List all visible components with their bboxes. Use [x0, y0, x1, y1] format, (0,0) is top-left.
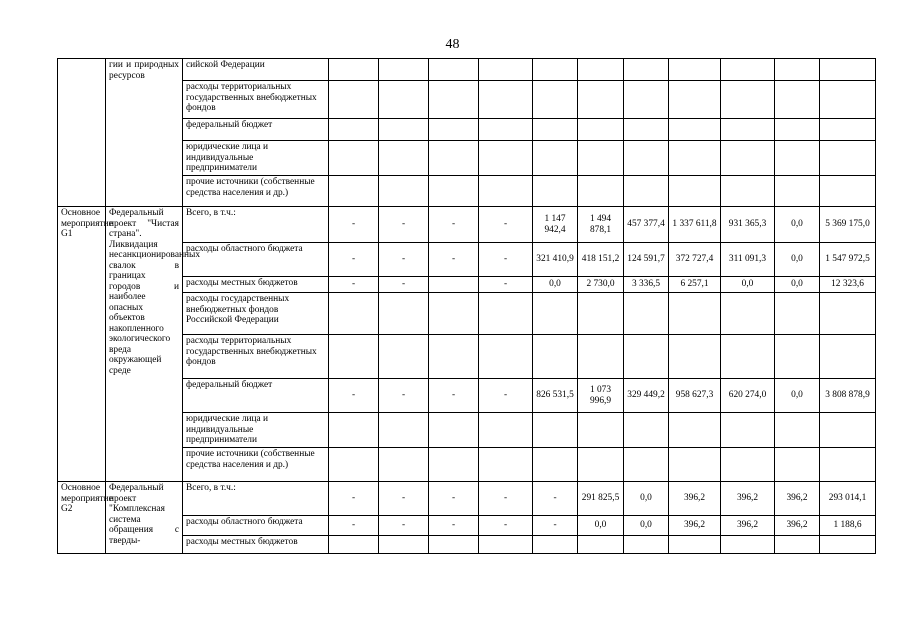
value-cell	[379, 119, 429, 141]
value-cell	[578, 176, 624, 207]
funding-source-cell: федеральный бюджет	[183, 119, 329, 141]
value-cell: 1 494 878,1	[578, 207, 624, 243]
value-cell: -	[479, 207, 533, 243]
funding-source-cell: прочие источники (собственные средства населения и др.)	[183, 176, 329, 207]
value-cell	[721, 413, 775, 448]
value-cell	[775, 293, 820, 335]
funding-source-cell: Всего, в т.ч.:	[183, 207, 329, 243]
value-cell	[578, 59, 624, 81]
value-cell	[479, 413, 533, 448]
funding-source-cell: сийской Федерации	[183, 59, 329, 81]
value-cell: 293 014,1	[820, 482, 876, 516]
value-cell: 6 257,1	[669, 277, 721, 293]
value-cell	[578, 293, 624, 335]
value-cell	[721, 448, 775, 482]
value-cell: -	[429, 207, 479, 243]
value-cell	[533, 119, 578, 141]
value-cell: 321 410,9	[533, 243, 578, 277]
value-cell: -	[429, 516, 479, 536]
value-cell	[479, 448, 533, 482]
value-cell: -	[479, 277, 533, 293]
value-cell: 396,2	[669, 482, 721, 516]
value-cell	[429, 335, 479, 379]
value-cell: 0,0	[775, 379, 820, 413]
value-cell	[775, 536, 820, 554]
value-cell: 291 825,5	[578, 482, 624, 516]
value-cell	[379, 335, 429, 379]
value-cell	[669, 413, 721, 448]
value-cell	[624, 536, 669, 554]
value-cell	[429, 293, 479, 335]
value-cell: -	[329, 207, 379, 243]
value-cell: -	[479, 379, 533, 413]
value-cell	[669, 536, 721, 554]
value-cell	[533, 448, 578, 482]
value-cell	[379, 141, 429, 176]
value-cell: -	[533, 516, 578, 536]
value-cell: 958 627,3	[669, 379, 721, 413]
value-cell	[721, 293, 775, 335]
value-cell	[775, 176, 820, 207]
value-cell: 0,0	[775, 277, 820, 293]
value-cell: 0,0	[624, 482, 669, 516]
value-cell	[721, 59, 775, 81]
value-cell	[669, 59, 721, 81]
value-cell: -	[533, 482, 578, 516]
value-cell: 396,2	[721, 516, 775, 536]
value-cell: 418 151,2	[578, 243, 624, 277]
value-cell	[820, 59, 876, 81]
value-cell: 0,0	[624, 516, 669, 536]
value-cell: -	[329, 516, 379, 536]
value-cell: 457 377,4	[624, 207, 669, 243]
value-cell	[379, 176, 429, 207]
value-cell	[820, 119, 876, 141]
funding-source-cell: федеральный бюджет	[183, 379, 329, 413]
value-cell	[578, 448, 624, 482]
value-cell	[479, 81, 533, 119]
value-cell: 2 730,0	[578, 277, 624, 293]
value-cell	[329, 448, 379, 482]
value-cell: 1 547 972,5	[820, 243, 876, 277]
value-cell	[379, 293, 429, 335]
value-cell	[669, 119, 721, 141]
value-cell	[775, 413, 820, 448]
value-cell: 124 591,7	[624, 243, 669, 277]
value-cell	[578, 335, 624, 379]
value-cell: 0,0	[721, 277, 775, 293]
value-cell	[721, 335, 775, 379]
value-cell	[379, 59, 429, 81]
value-cell	[429, 141, 479, 176]
value-cell: 396,2	[721, 482, 775, 516]
value-cell	[820, 413, 876, 448]
measure-cell: Основное мероприятие G1	[58, 207, 106, 482]
project-name-cell: гии и природных ресурсов	[106, 59, 183, 207]
value-cell: -	[329, 379, 379, 413]
funding-source-cell: расходы местных бюджетов	[183, 277, 329, 293]
value-cell	[329, 293, 379, 335]
value-cell	[578, 413, 624, 448]
funding-source-cell: расходы местных бюджетов	[183, 536, 329, 554]
value-cell: -	[379, 482, 429, 516]
value-cell: -	[329, 277, 379, 293]
value-cell	[329, 81, 379, 119]
page-number: 48	[445, 37, 460, 52]
value-cell	[669, 448, 721, 482]
value-cell	[775, 141, 820, 176]
funding-source-cell: расходы областного бюджета	[183, 243, 329, 277]
value-cell	[669, 293, 721, 335]
value-cell	[479, 176, 533, 207]
value-cell: 396,2	[775, 516, 820, 536]
value-cell: -	[379, 516, 429, 536]
value-cell	[429, 59, 479, 81]
value-cell: 0,0	[533, 277, 578, 293]
value-cell	[429, 413, 479, 448]
value-cell	[429, 119, 479, 141]
value-cell	[329, 176, 379, 207]
value-cell	[479, 119, 533, 141]
table-row	[58, 482, 876, 516]
value-cell	[533, 536, 578, 554]
value-cell	[820, 335, 876, 379]
value-cell: -	[429, 379, 479, 413]
value-cell: -	[479, 516, 533, 536]
value-cell: 3 336,5	[624, 277, 669, 293]
value-cell: 329 449,2	[624, 379, 669, 413]
value-cell: -	[329, 243, 379, 277]
value-cell: 396,2	[775, 482, 820, 516]
value-cell	[775, 448, 820, 482]
value-cell	[624, 59, 669, 81]
value-cell	[820, 293, 876, 335]
value-cell	[721, 141, 775, 176]
value-cell	[533, 335, 578, 379]
value-cell	[429, 448, 479, 482]
value-cell: 931 365,3	[721, 207, 775, 243]
value-cell: -	[379, 277, 429, 293]
value-cell	[533, 141, 578, 176]
value-cell	[624, 81, 669, 119]
value-cell	[429, 536, 479, 554]
value-cell	[624, 335, 669, 379]
table-row	[58, 59, 876, 81]
value-cell	[721, 536, 775, 554]
value-cell: 12 323,6	[820, 277, 876, 293]
value-cell	[329, 536, 379, 554]
value-cell	[624, 141, 669, 176]
value-cell	[669, 81, 721, 119]
value-cell	[669, 335, 721, 379]
value-cell	[624, 293, 669, 335]
value-cell	[479, 141, 533, 176]
funding-source-cell: Всего, в т.ч.:	[183, 482, 329, 516]
funding-source-cell: юридические лица и индивидуальные предприниматели	[183, 413, 329, 448]
value-cell	[379, 413, 429, 448]
value-cell	[624, 448, 669, 482]
value-cell: 372 727,4	[669, 243, 721, 277]
value-cell: -	[329, 482, 379, 516]
value-cell: -	[429, 482, 479, 516]
value-cell: -	[429, 243, 479, 277]
budget-table	[57, 58, 876, 554]
value-cell	[533, 413, 578, 448]
value-cell	[820, 536, 876, 554]
value-cell	[429, 81, 479, 119]
measure-cell	[58, 59, 106, 207]
value-cell	[669, 176, 721, 207]
value-cell	[329, 413, 379, 448]
value-cell: 1 147 942,4	[533, 207, 578, 243]
value-cell	[379, 536, 429, 554]
value-cell: 1 337 611,8	[669, 207, 721, 243]
value-cell	[429, 176, 479, 207]
value-cell	[479, 293, 533, 335]
funding-source-cell: расходы областного бюджета	[183, 516, 329, 536]
value-cell	[775, 335, 820, 379]
value-cell	[533, 81, 578, 119]
value-cell: 5 369 175,0	[820, 207, 876, 243]
value-cell	[329, 119, 379, 141]
value-cell: 396,2	[669, 516, 721, 536]
value-cell	[533, 59, 578, 81]
value-cell	[578, 81, 624, 119]
value-cell: 1 188,6	[820, 516, 876, 536]
value-cell	[479, 536, 533, 554]
value-cell: 3 808 878,9	[820, 379, 876, 413]
project-name-cell: Федеральный проект "Чистая страна". Ликвидация несанкционированных свалок в границах городов и наиболее опасных объектов накопленного экологического вреда окружающей среде	[106, 207, 183, 482]
value-cell	[429, 277, 479, 293]
value-cell	[820, 176, 876, 207]
value-cell: 0,0	[775, 243, 820, 277]
value-cell	[775, 81, 820, 119]
value-cell	[379, 81, 429, 119]
value-cell: -	[479, 482, 533, 516]
value-cell	[721, 119, 775, 141]
value-cell	[775, 59, 820, 81]
value-cell: -	[479, 243, 533, 277]
value-cell	[479, 59, 533, 81]
funding-source-cell: расходы государственных внебюджетных фондов Российской Федерации	[183, 293, 329, 335]
funding-source-cell: расходы территориальных государственных внебюджетных фондов	[183, 81, 329, 119]
value-cell: -	[379, 207, 429, 243]
funding-source-cell: прочие источники (собственные средства населения и др.)	[183, 448, 329, 482]
measure-cell: Основное мероприятие G2	[58, 482, 106, 554]
value-cell	[820, 448, 876, 482]
value-cell	[578, 141, 624, 176]
value-cell	[533, 176, 578, 207]
value-cell	[533, 293, 578, 335]
funding-source-cell: юридические лица и индивидуальные предприниматели	[183, 141, 329, 176]
value-cell	[624, 176, 669, 207]
value-cell	[721, 81, 775, 119]
value-cell	[721, 176, 775, 207]
value-cell	[775, 119, 820, 141]
value-cell	[669, 141, 721, 176]
value-cell: 0,0	[578, 516, 624, 536]
value-cell: -	[379, 379, 429, 413]
value-cell	[379, 448, 429, 482]
value-cell	[624, 413, 669, 448]
value-cell: 826 531,5	[533, 379, 578, 413]
value-cell: -	[379, 243, 429, 277]
funding-source-cell: расходы территориальных государственных внебюджетных фондов	[183, 335, 329, 379]
value-cell: 0,0	[775, 207, 820, 243]
value-cell	[329, 335, 379, 379]
value-cell	[479, 335, 533, 379]
value-cell: 620 274,0	[721, 379, 775, 413]
table-row	[58, 207, 876, 243]
value-cell	[820, 81, 876, 119]
value-cell	[820, 141, 876, 176]
value-cell	[329, 141, 379, 176]
value-cell	[578, 536, 624, 554]
project-name-cell: Федеральный проект "Комплексная система обращения с тверды-	[106, 482, 183, 554]
value-cell	[624, 119, 669, 141]
value-cell: 1 073 996,9	[578, 379, 624, 413]
value-cell	[578, 119, 624, 141]
value-cell: 311 091,3	[721, 243, 775, 277]
value-cell	[329, 59, 379, 81]
